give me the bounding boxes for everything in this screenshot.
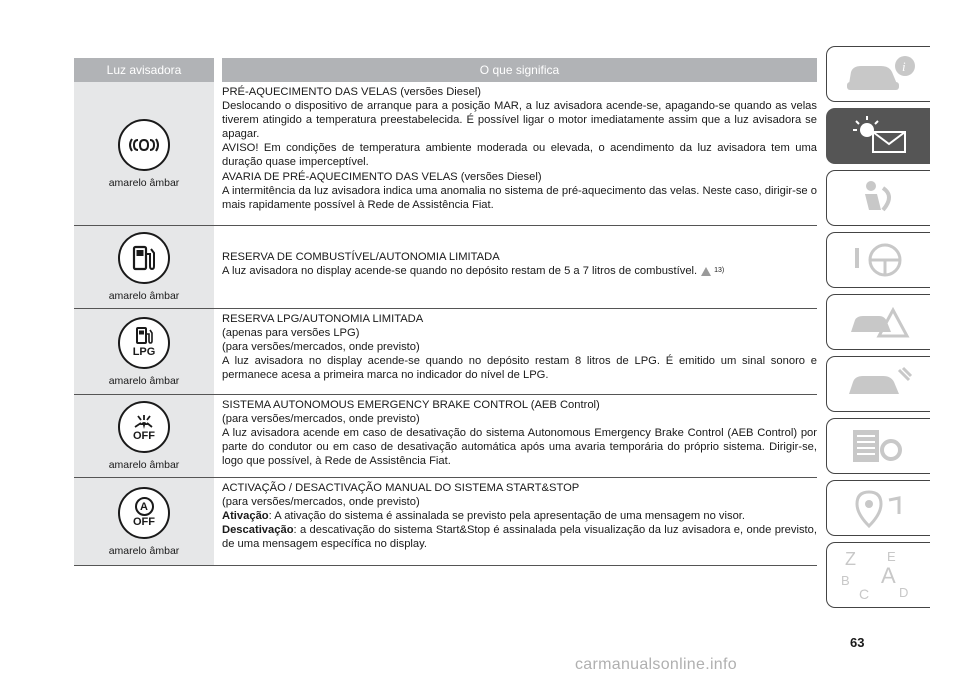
- index-letter: E: [886, 549, 896, 564]
- lpg-icon-text: LPG: [132, 346, 156, 358]
- watermark-footer: carmanualsonline.info: [575, 656, 737, 673]
- text-line: RESERVA LPG/AUTONOMIA LIMITADA: [222, 313, 424, 325]
- text-line: A luz avisadora no display acende-se quando no depósito restam 8 litros de LPG. É emitido um sinal sonoro e permanece acesa a primeira marca no indicador do nível de LPG.: [222, 355, 817, 382]
- car-info-icon: [839, 52, 919, 96]
- bold-term: Descativação: [222, 524, 294, 537]
- warning-lights-table: [74, 58, 817, 566]
- bold-term: Ativação: [222, 510, 269, 523]
- tab-warning-lights[interactable]: [826, 108, 930, 164]
- text-line: (para versões/mercados, onde previsto): [222, 496, 420, 509]
- warning-triangle-icon: [701, 267, 711, 276]
- table-row: [74, 82, 817, 226]
- airbag-icon: [839, 176, 919, 220]
- table-row: [74, 395, 817, 478]
- multimedia-icon: [839, 486, 919, 530]
- svg-text:i: i: [901, 59, 906, 74]
- text-span: : A ativação do sistema é assinalada se previsto pela apresentação de uma mensagem no visor.: [268, 510, 746, 523]
- page-number: 63: [850, 635, 865, 650]
- text-line: (para versões/mercados, onde previsto): [222, 413, 420, 426]
- color-label: amarelo âmbar: [108, 290, 180, 302]
- tab-driving[interactable]: [826, 232, 930, 288]
- color-label: amarelo âmbar: [108, 459, 180, 471]
- tab-specs[interactable]: [826, 418, 930, 474]
- warning-lights-icon: [839, 114, 919, 158]
- text-line: AVISO! Em condições de temperatura ambiente moderada ou elevada, o acendimento da luz avisadora tem uma duração quase imperceptível.: [222, 142, 817, 169]
- icon-cell: [74, 82, 214, 225]
- steering-wheel-icon: [839, 238, 919, 282]
- meaning-text: [222, 309, 817, 394]
- header-col-light: Luz avisadora: [74, 58, 214, 82]
- table-row: [74, 478, 817, 566]
- text-line: Deslocando o dispositivo de arranque para a posição MAR, a luz avisadora acende-se, apagando-se quando as velas tiverem atingido a temperatura preestabelecida. É possível ligar o motor imediatamente assim que a luz avisadora se apagar.: [222, 100, 817, 141]
- meaning-text: [222, 478, 817, 565]
- index-letter: A: [880, 563, 896, 588]
- index-letter: Z: [844, 549, 856, 569]
- text-line: RESERVA DE COMBUSTÍVEL/AUTONOMIA LIMITADA: [222, 251, 500, 263]
- meaning-text: [222, 395, 817, 477]
- text-line: PRÉ-AQUECIMENTO DAS VELAS (versões Diesel): [222, 86, 482, 98]
- tab-safety[interactable]: [826, 170, 930, 226]
- fuel-pump-icon: [118, 232, 170, 284]
- table-header: [74, 58, 817, 82]
- chapter-tabs: [826, 46, 930, 614]
- color-label: amarelo âmbar: [108, 544, 180, 557]
- table-row: [74, 309, 817, 395]
- icon-cell: [74, 478, 214, 565]
- meaning-text: [222, 82, 817, 225]
- index-letter: C: [858, 586, 869, 602]
- icon-cell: [74, 309, 214, 394]
- auto-a-icon: A: [135, 497, 154, 516]
- lpg-pump-icon: [118, 317, 170, 369]
- text-line: (apenas para versões LPG): [222, 327, 360, 340]
- meaning-text: [222, 226, 817, 308]
- tab-index[interactable]: [826, 542, 930, 608]
- header-col-meaning: O que significa: [222, 58, 817, 82]
- text-line: A luz avisadora acende em caso de desativação do sistema Autonomous Emergency Brake Control (AEB Control) por parte do condutor ou em caso de desativação automática após uma avaria temporária do próprio sistema. Dirigir-se, logo que possível, à Rede de Assistência Fiat.: [222, 427, 817, 468]
- off-icon-text: OFF: [133, 429, 155, 442]
- off-icon-text: OFF: [133, 516, 155, 528]
- index-letter: B: [840, 573, 850, 588]
- text-span: A luz avisadora no display acende-se quando no depósito restam de 5 a 7 litros de combustível.: [222, 265, 698, 278]
- tab-multimedia[interactable]: [826, 480, 930, 536]
- text-line: ACTIVAÇÃO / DESACTIVAÇÃO MANUAL DO SISTEMA START&STOP: [222, 482, 580, 494]
- text-line: [222, 523, 817, 551]
- text-line: (para versões/mercados, onde previsto): [222, 341, 420, 354]
- text-line: [222, 264, 817, 278]
- index-icon: [839, 545, 919, 605]
- reference-mark: 13): [714, 267, 725, 275]
- text-line: A intermitência da luz avisadora indica uma anomalia no sistema de pré-aquecimento das velas. Neste caso, dirigir-se o mais rapidamente possível à Rede de Assistência Fiat.: [222, 184, 817, 211]
- table-row: [74, 226, 817, 309]
- icon-cell: [74, 226, 214, 308]
- icon-cell: [74, 395, 214, 477]
- color-label: amarelo âmbar: [108, 176, 180, 189]
- tab-emergency[interactable]: [826, 294, 930, 350]
- car-service-icon: [839, 362, 919, 406]
- glow-plug-icon: [118, 119, 170, 171]
- text-line: AVARIA DE PRÉ-AQUECIMENTO DAS VELAS (versões Diesel): [222, 170, 542, 183]
- color-label: amarelo âmbar: [108, 374, 180, 387]
- start-stop-off-icon: [118, 487, 170, 539]
- specs-icon: [839, 424, 919, 468]
- index-letter: D: [898, 585, 908, 600]
- aeb-off-icon: [118, 401, 170, 453]
- text-line: SISTEMA AUTONOMOUS EMERGENCY BRAKE CONTROL (AEB Control): [222, 399, 600, 411]
- emergency-icon: [839, 300, 919, 344]
- text-span: : a descativação do sistema Start&Stop é assinalada pela visualização da luz avisadora e, onde previsto, de uma mensagem específica no display.: [222, 524, 817, 551]
- tab-car-info[interactable]: [826, 46, 930, 102]
- text-line: [222, 509, 817, 523]
- tab-service[interactable]: [826, 356, 930, 412]
